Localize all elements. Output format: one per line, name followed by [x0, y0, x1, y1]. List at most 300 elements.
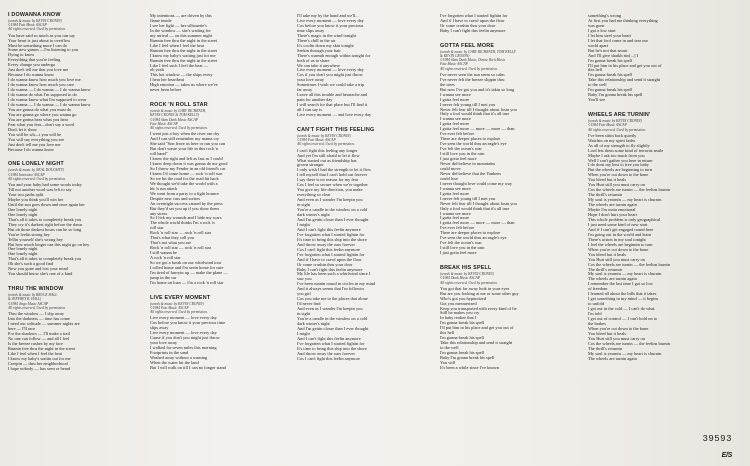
lyric-line: everything so clear [297, 192, 331, 198]
lyric-line: This whole problem is only geographical [588, 216, 661, 222]
song-block [440, 265, 552, 371]
lyric-line: You are gonna hear what you hear [8, 116, 69, 122]
lyric-line: There's chill in the air [297, 37, 336, 43]
lyric-line: A rock 'n roll star [150, 255, 181, 261]
lyric-line: You will be wh—t you will be [8, 131, 62, 137]
lyric-line: Cos you take me to the places that alone [297, 296, 368, 302]
lyrics-column-5 [588, 12, 700, 371]
lyric-line: Every change you undergo [8, 62, 56, 68]
song-lyrics [8, 34, 120, 153]
lyric-line: both of us to share [297, 57, 330, 63]
song-title: ONE LONELY NIGHT [8, 161, 64, 168]
credit-line: & JEFFREY R. HALL) [8, 297, 42, 302]
lyric-line: And throw away the oars forever [297, 350, 355, 356]
lyric-line: I rolled home and I'm seein home for sure [150, 265, 224, 270]
lyric-line: Watchin on my spirit fades [588, 137, 636, 143]
credit-line: (words & music by GARY RICHRATH, TOM KELLY [440, 49, 516, 54]
lyric-line: all I can say is [297, 107, 323, 113]
lyric-line: But are you looking at me or some other guy [440, 290, 519, 296]
lyric-line: There's magic in the wind tonight [297, 32, 356, 38]
lyric-line: I knew I'd come home — rock 'n roll star [150, 170, 223, 176]
song-lyrics [8, 183, 120, 277]
lyric-line: In baby realize that I [440, 315, 477, 321]
lyric-line: And even as I wander I'm keepin you [297, 306, 363, 312]
lyric-line: That's all it takes to completely break you [8, 216, 82, 222]
song-credits [588, 119, 700, 132]
song-block [150, 295, 262, 371]
lyric-line: Rock 'n roll star — rock 'n roll star [150, 230, 212, 236]
lyric-line: Cos I can't fight this feelin anymore [297, 355, 360, 361]
lyric-line: When you're cut down to the bone [588, 325, 649, 331]
lyric-line: I've never seen the sun seem so calm [440, 71, 505, 77]
lyric-line: That's what they call you [150, 235, 194, 241]
lyric-line: Cos before you know it your precious time [150, 320, 226, 326]
song-lyrics [297, 14, 409, 118]
lyric-line: That's not what you are [150, 240, 192, 246]
credit-line: ©1984 Dunk Music ASCAP [440, 276, 480, 281]
credit-line: & KEVIN CRONIN) [440, 54, 470, 59]
lyric-line: I do dons my best to free you baby [588, 162, 649, 168]
lyric-line: could move [440, 165, 461, 171]
credit-line: (words & music by GARY RICHRATH, [150, 109, 206, 114]
credit-line: ©1984 Slam Dunk Music ASCAP [150, 117, 198, 122]
credit-line: (words & music by BRUCE HALL [8, 293, 58, 298]
lyric-line: Never did believe in mountains [440, 160, 496, 166]
credit-line: All rights reserved. Used by permission. [8, 176, 66, 181]
credit-line: (words & music by KEVIN CRONIN) [297, 134, 351, 139]
lyric-line: Into the darkness — time has come [8, 315, 70, 321]
credit-line: All rights reserved. Used by permission. [440, 66, 498, 71]
lyric-line: Hope I don't hurt your heart [588, 212, 637, 218]
lyric-line: I hear her heartbeat [150, 77, 185, 83]
lyric-line: I've forgotten what I started fightin for [297, 231, 365, 237]
lyric-line: She said "Son leave us here or run you can [150, 141, 226, 147]
lyric-line: You bleed but it heals [588, 177, 627, 183]
lyric-line: I wanna see more [440, 91, 471, 97]
lyric-line: I'd never find [297, 301, 321, 307]
song-credits [8, 19, 120, 32]
lyric-line: Maybe you think you'll win her [8, 196, 64, 202]
lyric-line: I might [297, 330, 310, 336]
song-block [440, 14, 552, 34]
lyric-line: My life has been such a whirlwind since I [297, 271, 371, 277]
lyric-line: I just need some kind of new start [588, 221, 648, 227]
lyric-line: Baby I can't fight this feelin anymore [440, 27, 506, 33]
lyric-line: But now I've got you and it's takin so long [440, 86, 515, 92]
lyric-line: I've forgotten what I started fightin for [297, 251, 365, 257]
lyric-line: jump in the car [150, 274, 177, 280]
lyric-line: I've seen the world thru an eagle's eye [440, 141, 507, 147]
credit-line: All rights reserved. Used by permission. [8, 27, 66, 32]
lyric-line: grown stronger [297, 162, 324, 168]
song-credits [440, 50, 552, 71]
catalog-number: 39593 [702, 434, 732, 444]
song-block [8, 161, 120, 277]
lyric-line: My intentions — are driven by this [150, 13, 212, 18]
lyric-line: I wanna see more [440, 116, 471, 122]
lyric-line: Now you gone and lost your mind [8, 266, 69, 272]
lyric-line: But oh those darkest hours can be so long [8, 226, 82, 232]
lyric-line: hit 'n run attack [150, 185, 178, 191]
lyric-line: to the well [440, 345, 459, 351]
lyric-line: I get something in my mind — it begins [588, 296, 659, 302]
credit-line: (words & music by KEVIN CRONIN) [440, 272, 494, 277]
lyric-line: I see her light — her silhouette's [150, 22, 207, 28]
lyric-line: I knew deep down it was gonna do me good [150, 160, 228, 166]
lyric-line: Like I feel when I feel the heat [8, 350, 62, 356]
lyric-line: in sight [297, 202, 311, 208]
song-title: I DOWANNA KNOW [8, 12, 61, 18]
lyric-line: I do wanna — I do wanna — I do wanna know [8, 87, 91, 93]
lyric-line: Despite new cars and sorties [150, 195, 200, 201]
lyric-line: Everything that you're feeling [8, 57, 61, 63]
lyric-line: Till not another word was left to say [8, 187, 72, 193]
credit-line: (words & music by KEVIN CRONIN) [150, 301, 204, 306]
lyric-line: When you're cut down to the bone [588, 246, 649, 252]
lyric-line: The wheels are turnin again [588, 202, 637, 208]
lyric-line: I've ever felt before [440, 131, 475, 137]
song-lyrics [440, 73, 552, 256]
lyric-line: And I'll give shaikh mo[...] I [588, 52, 639, 58]
song-title: ROCK 'N ROLL STAR [150, 102, 208, 109]
lyric-line: Take this relationship and send it straight [440, 340, 513, 346]
lyric-line: Maybe I'm outta emotional [588, 207, 636, 213]
lyric-line: I will search for that place but I'll find it [297, 102, 368, 108]
lyric-line: So I lick my wounds and I hide my scars [150, 215, 222, 221]
lyric-line: Until the sun goes down and once again her [8, 201, 85, 207]
lyric-line: I never thought love could come my way [440, 180, 513, 186]
lyric-line: I tell myself that I can't hold out forever [297, 172, 368, 178]
lyric-line: Live every moment — and love every day [297, 112, 372, 118]
lyric-line: roll star [150, 225, 164, 231]
credit-line: ©1984 Slam Dunk Music, Denise Rich Music [440, 58, 506, 63]
song-block [150, 14, 262, 93]
song-block [440, 43, 552, 256]
credit-line: All rights reserved. Used by permission. [297, 142, 355, 147]
lyric-line: Leave all this trouble and heartache and [297, 92, 367, 98]
lyric-line: Live every moment — love every day [297, 67, 364, 73]
lyric-line: Is the breeze rushes by my face [8, 340, 64, 346]
lyric-line: The thrill's returnin [588, 192, 622, 198]
lyric-line: Don't let it show [8, 126, 37, 132]
lyric-line: For the shadows — I'll make a trail [8, 330, 70, 336]
lyric-line: I'll take my by the hand and we'll... [297, 13, 359, 18]
lyric-line: Creepin — thru her neighborhood [8, 360, 68, 366]
lyric-line: Cos the wheels are turnin — the feelins burnin [588, 340, 670, 346]
lyric-line: I get out in the cold — I can't do what [588, 306, 655, 312]
lyric-line: I know my baby's waitin out for me [8, 355, 71, 361]
lyric-line: flame inside [150, 17, 172, 23]
lyric-line: to unfold [588, 301, 604, 307]
credit-line: (words & music by KEVIN CRONIN) [588, 119, 642, 124]
lyric-line: Well I can't gather you here in return [588, 157, 653, 163]
lyric-line: I still love you in the rain [440, 151, 485, 157]
lyric-line: At first you had me thinking everything [588, 17, 658, 23]
lyric-line: My soul is yearnin — my heart is churnin [588, 271, 662, 277]
credit-line: All rights reserved. Used by permission. [588, 127, 646, 132]
lyric-line: The thrill's returnin [588, 266, 622, 272]
lyric-line: When you're cut down to the bone [588, 172, 649, 178]
lyric-line: You and your baby had some words today [8, 182, 82, 188]
lyric-line: I learned all about the bills that it takes [588, 291, 657, 297]
lyric-line: It's time to bring this ship into the shore [297, 345, 367, 351]
lyric-line: I'm gonna break his spell [588, 72, 632, 78]
lyric-line: any stress [150, 210, 168, 216]
credit-line: ©1984 Jingo Music ASCAP [8, 301, 49, 306]
lyrics-column-1 [8, 12, 120, 380]
lyric-line: So I throw my Fender in an old friend's car [150, 165, 226, 171]
lyric-line: The thrill's returnin [588, 345, 622, 351]
lyric-line: You Hurt still you must carry on [588, 335, 645, 341]
lyric-line: But he's not that smart [588, 47, 628, 53]
lyric-line: There's action in my soul tonight [588, 236, 646, 242]
lyric-line: I gotta feel more [440, 190, 470, 196]
lyric-line: Oh she's such a good find [8, 261, 54, 267]
lyric-line: You're feelin strong hey [8, 231, 50, 237]
lyric-line: Cos before you know it your precious [297, 22, 364, 28]
lyric-line: I'm gonna break his spell [440, 320, 484, 326]
lyric-line: But they'd set you up if you show them [150, 205, 219, 211]
lyric-line: I gotta feel more [440, 96, 470, 102]
lyric-line: You're a candle in the window on a cold [297, 207, 368, 213]
lyric-line: Baby I can't fight this feelin anymore [297, 266, 363, 272]
lyric-line: So we got a break on our whirlwind tour [150, 260, 222, 266]
lyric-line: It's coolin down my skin tonight [297, 42, 354, 48]
lyric-line: I gotta feel more [440, 121, 470, 127]
lyric-line: And I can't fight this feelin anymore [297, 335, 361, 341]
song-title: THRU THE WINDOW [8, 286, 64, 293]
lyric-line: Some new games —I'm listening to you [8, 47, 79, 53]
lyric-line: We can take it anywhere [297, 62, 341, 68]
lyric-line: My soul is yearnin — my heart is churnin [588, 197, 662, 203]
lyric-line: Never felt fear till I thought about losin you [440, 106, 517, 112]
lyric-line: I've felt the ocean's roar [440, 240, 482, 246]
lyric-line: Dying to know [8, 52, 35, 58]
lyric-line: this hell [440, 330, 455, 336]
lyric-line: Sometimes I wish we could take a trip [297, 82, 365, 88]
credit-line: Fate Music ASCAP [150, 121, 178, 126]
lyric-line: I do wanna know how much you love me [8, 77, 81, 83]
lyric-line: was gone [588, 22, 605, 28]
lyric-line: But how much longer can this night go on hey [8, 241, 90, 247]
lyric-line: Cos I can't fight this feelin anymore [297, 246, 360, 252]
song-title: CAN'T FIGHT THIS FEELING [297, 127, 375, 134]
lyric-line: I say there is no reason for my fear [297, 177, 359, 183]
lyric-line: I've ever felt before [440, 225, 475, 231]
lyric-line: What started out as friendship has [297, 157, 357, 163]
credit-line: KEVIN CRONIN & TOM KELLY) [150, 113, 200, 118]
lyric-line: Baby I'm gonna break his spell [440, 355, 495, 361]
song-credits [150, 109, 262, 130]
lyric-line: You are gonna do what you must do [8, 106, 72, 112]
lyric-line: Your two paths split [8, 192, 44, 197]
lyric-line: Footprints in the sand [150, 350, 189, 356]
lyric-line: Cause if you don't you might just throw [150, 335, 220, 341]
lyric-line: You give my life direction, you make [297, 187, 363, 193]
lyric-line: There are deeper places to explore [440, 230, 501, 236]
credit-line: (words & music by KEVIN CRONIN) [8, 19, 62, 23]
lyric-line: I let him steel your heart [588, 32, 632, 38]
lyric-line: One lonely night [8, 246, 38, 252]
lyric-line: There are deeper places to explore [440, 136, 501, 142]
lyric-line: of freedom [588, 286, 608, 292]
lyric-line: I'm gonna break his spell [588, 87, 632, 93]
lyric-line: I've forgotten what I started fightin for [297, 340, 365, 346]
credit-line: Fate Music ASCAP [440, 62, 468, 67]
lyric-line: Live every moment — love every day [297, 17, 364, 23]
lyric-line: I'll put him in his place and get you out of [440, 325, 514, 331]
lyric-line: I've been runnin round in circles in my mind [297, 281, 376, 287]
lyric-line: Or come crashin thru your door [440, 22, 496, 28]
lyric-line: I'm gonna break his spell [440, 350, 484, 356]
lyric-line: You will [440, 360, 456, 365]
lyric-line: the trees [440, 81, 455, 87]
lyric-line: Take this relationship and send it straight [588, 77, 661, 83]
lyric-line: But I will walk on till I can no longer stand [150, 364, 226, 370]
lyric-line: And if I have to crawl upon the floor [440, 17, 505, 23]
lyrics-column-2 [150, 12, 262, 380]
lyric-line: I'm going out in the world and learn [588, 231, 652, 237]
lyric-line: in sight [297, 311, 311, 317]
lyric-line: I can't fight this feeling any longer [297, 147, 358, 153]
song-lyrics [8, 312, 120, 371]
lyric-line: I know my baby's waiting just for me [150, 52, 216, 58]
lyric-line: I've felt the ocean's roar [440, 146, 482, 152]
lyric-line: You Hurt still you must carry on [588, 256, 645, 262]
lyric-line: here — I'll race [8, 325, 36, 331]
credit-line: All rights reserved. Used by permission. [150, 126, 208, 131]
lyric-line: oh yeah [150, 67, 164, 73]
lyric-line: world apart [588, 42, 609, 48]
lyric-line: We thought we'd take the world with a [150, 180, 218, 186]
lyric-line: The whole world thinks I'm a rock 'n [150, 220, 215, 226]
lyric-line: And it always seems that I'm followin [297, 286, 364, 292]
lyric-line: You bleed but it heals [588, 251, 627, 257]
lyric-line: They cry it's darkest right before the dawn [8, 221, 83, 227]
lyric-line: You are gonna go where you wanna go [8, 111, 77, 117]
lyric-line: I still love you in the rain [440, 245, 485, 251]
lyric-line: I'm told [588, 311, 602, 317]
credit-line: ©1984 Fate Music ASCAP [8, 23, 47, 28]
song-credits [8, 168, 120, 181]
lyric-line: And I can still remember my mama cry [150, 136, 220, 142]
credit-line: (words & music by NEAL DOUGHTY) [8, 168, 64, 173]
lyric-line: You bleed but it heals [588, 330, 627, 336]
lyric-line: dark winter's night [297, 320, 330, 326]
lyric-line: Or come crashin thru your door [297, 261, 353, 267]
lyric-line: I let that fool come in and tear our [588, 37, 648, 43]
credit-line: ©1984 Fate Music ASCAP [150, 306, 189, 311]
lyric-line: I've never felt the breeze slippin thru [440, 76, 505, 82]
lyric-line: time slips away [297, 27, 325, 33]
lyric-line: Fear what you fear—don't say a word [8, 121, 75, 127]
lyric-line: Must be something more I can do [8, 42, 68, 48]
credit-line: ©1984 Fate Music ASCAP [297, 138, 336, 143]
lyric-line: I've been sittin back quietly [588, 132, 637, 138]
lyric-line: pain for another day [297, 97, 333, 103]
lyric-line: Runnin free thru the night in the street [150, 47, 218, 53]
lyric-line: I'm gonna break his spell [440, 335, 484, 341]
lyric-line: And I can't fight this feelin anymore [297, 226, 361, 232]
lyric-line: Just don't tell me you love me [8, 141, 61, 147]
credit-line: All rights reserved. Used by permission. [8, 305, 66, 310]
lyric-line: An overnight success caused by the press [150, 200, 223, 206]
lyric-line: And yet I'm still afraid to let it flow [297, 152, 360, 158]
lyric-line: And I'm gettin closer than I ever thought [297, 216, 369, 222]
lyric-line: slips away [150, 325, 169, 331]
lyric-line: I hope nobody — has seen or heard [8, 365, 71, 371]
lyric-line: Like I feel when I feel the heat [150, 42, 204, 48]
song-title: BREAK HIS SPELL [440, 265, 492, 272]
lyric-line: I walked for seven miles this morning [150, 345, 217, 351]
lyric-line: Seekin through your hair [297, 47, 341, 53]
song-block [150, 102, 262, 286]
lyric-line: I've forgotten what I started fightin for [440, 13, 508, 18]
song-credits [440, 272, 552, 285]
song-lyrics [150, 14, 262, 93]
lyric-line: I only wish I had the strength to let it flow [297, 167, 372, 173]
lyric-line: You're a candle in the window on a cold [297, 316, 368, 322]
lyric-line: But don't waste your life in this rock 'n [150, 146, 219, 152]
lyric-line: Thru the window — I slip away [8, 311, 65, 317]
lyric-line: Just don't tell me that you love me [8, 67, 69, 73]
lyric-line: So we hit the road for the road hit back [150, 175, 219, 181]
lyric-line: Your heart is just about to overflow [8, 37, 71, 43]
lyric-line: Because I do wanna know [8, 72, 55, 78]
song-block [588, 14, 700, 103]
song-lyrics [150, 316, 262, 370]
lyric-line: your love away [150, 340, 178, 346]
lyric-line: Keep you transported with every kind of lie [440, 305, 517, 311]
lyric-line: This hot window — the ships every [150, 72, 213, 78]
lyric-line: never been before [150, 87, 182, 93]
lyric-line: No one can follow — and all I feel [8, 335, 70, 341]
lyric-line: The wheels are turnin again [588, 355, 637, 361]
lyric-line: I got a low start [588, 27, 616, 33]
lyric-line: Runnin free thru the night in the street [150, 37, 218, 43]
lyric-line: Runnin free thru the night in the street [150, 57, 218, 63]
lyric-line: And throw away the oars forever [297, 241, 355, 247]
lyric-line: Washed away without a warning [150, 355, 208, 361]
lyric-line: Got you mesmerized [440, 300, 477, 306]
lyric-line: I'm gonna break his spell [588, 57, 632, 63]
lyric-line: I'm tired of hurryin up — make the plane — [150, 269, 228, 275]
lyric-line: I'll put him in his place and get you out of [588, 62, 662, 68]
lyric-line: I went just a boy when the river ran dry [150, 131, 220, 137]
lyric-line: I gotta feel more — more — more — than [440, 126, 515, 132]
lyric-line: I wanna see more [440, 210, 471, 216]
lyric-line: something's wrong [588, 13, 622, 18]
lyric-line: I do wanna know how much you care [8, 82, 74, 88]
song-lyrics [440, 287, 552, 371]
lyric-line: Maybe I ask too much from you [588, 152, 645, 158]
lyric-line: You'll see [588, 97, 606, 103]
lyric-line: It's been a while since I've known [440, 364, 500, 370]
lyric-line: I do wanna know what I'm supposed to wear [8, 97, 87, 102]
lyric-line: I do wanna do what I'm supposed to do [8, 92, 77, 98]
lyric-line: We went from a party to a fight bounce [150, 190, 219, 196]
lyric-line: my arrival — on this summer night [150, 32, 212, 38]
lyric-line: I'm home on loan — I'm a rock 'n roll star [150, 279, 224, 285]
credit-line: ©1984 Innovator ASCAP [8, 172, 45, 177]
song-lyrics [440, 14, 552, 34]
lyric-line: High emotion — takes us where we've [150, 82, 218, 88]
credit-line: All rights reserved. Used by permission. [440, 280, 498, 285]
lyric-line: In the window — she's waiting for [150, 27, 211, 33]
lyric-line: I gotta feel more [440, 215, 470, 221]
lyric-line: The wheels are turnin again [588, 276, 637, 282]
lyric-line: And if I can't get engaged round here [588, 226, 654, 232]
